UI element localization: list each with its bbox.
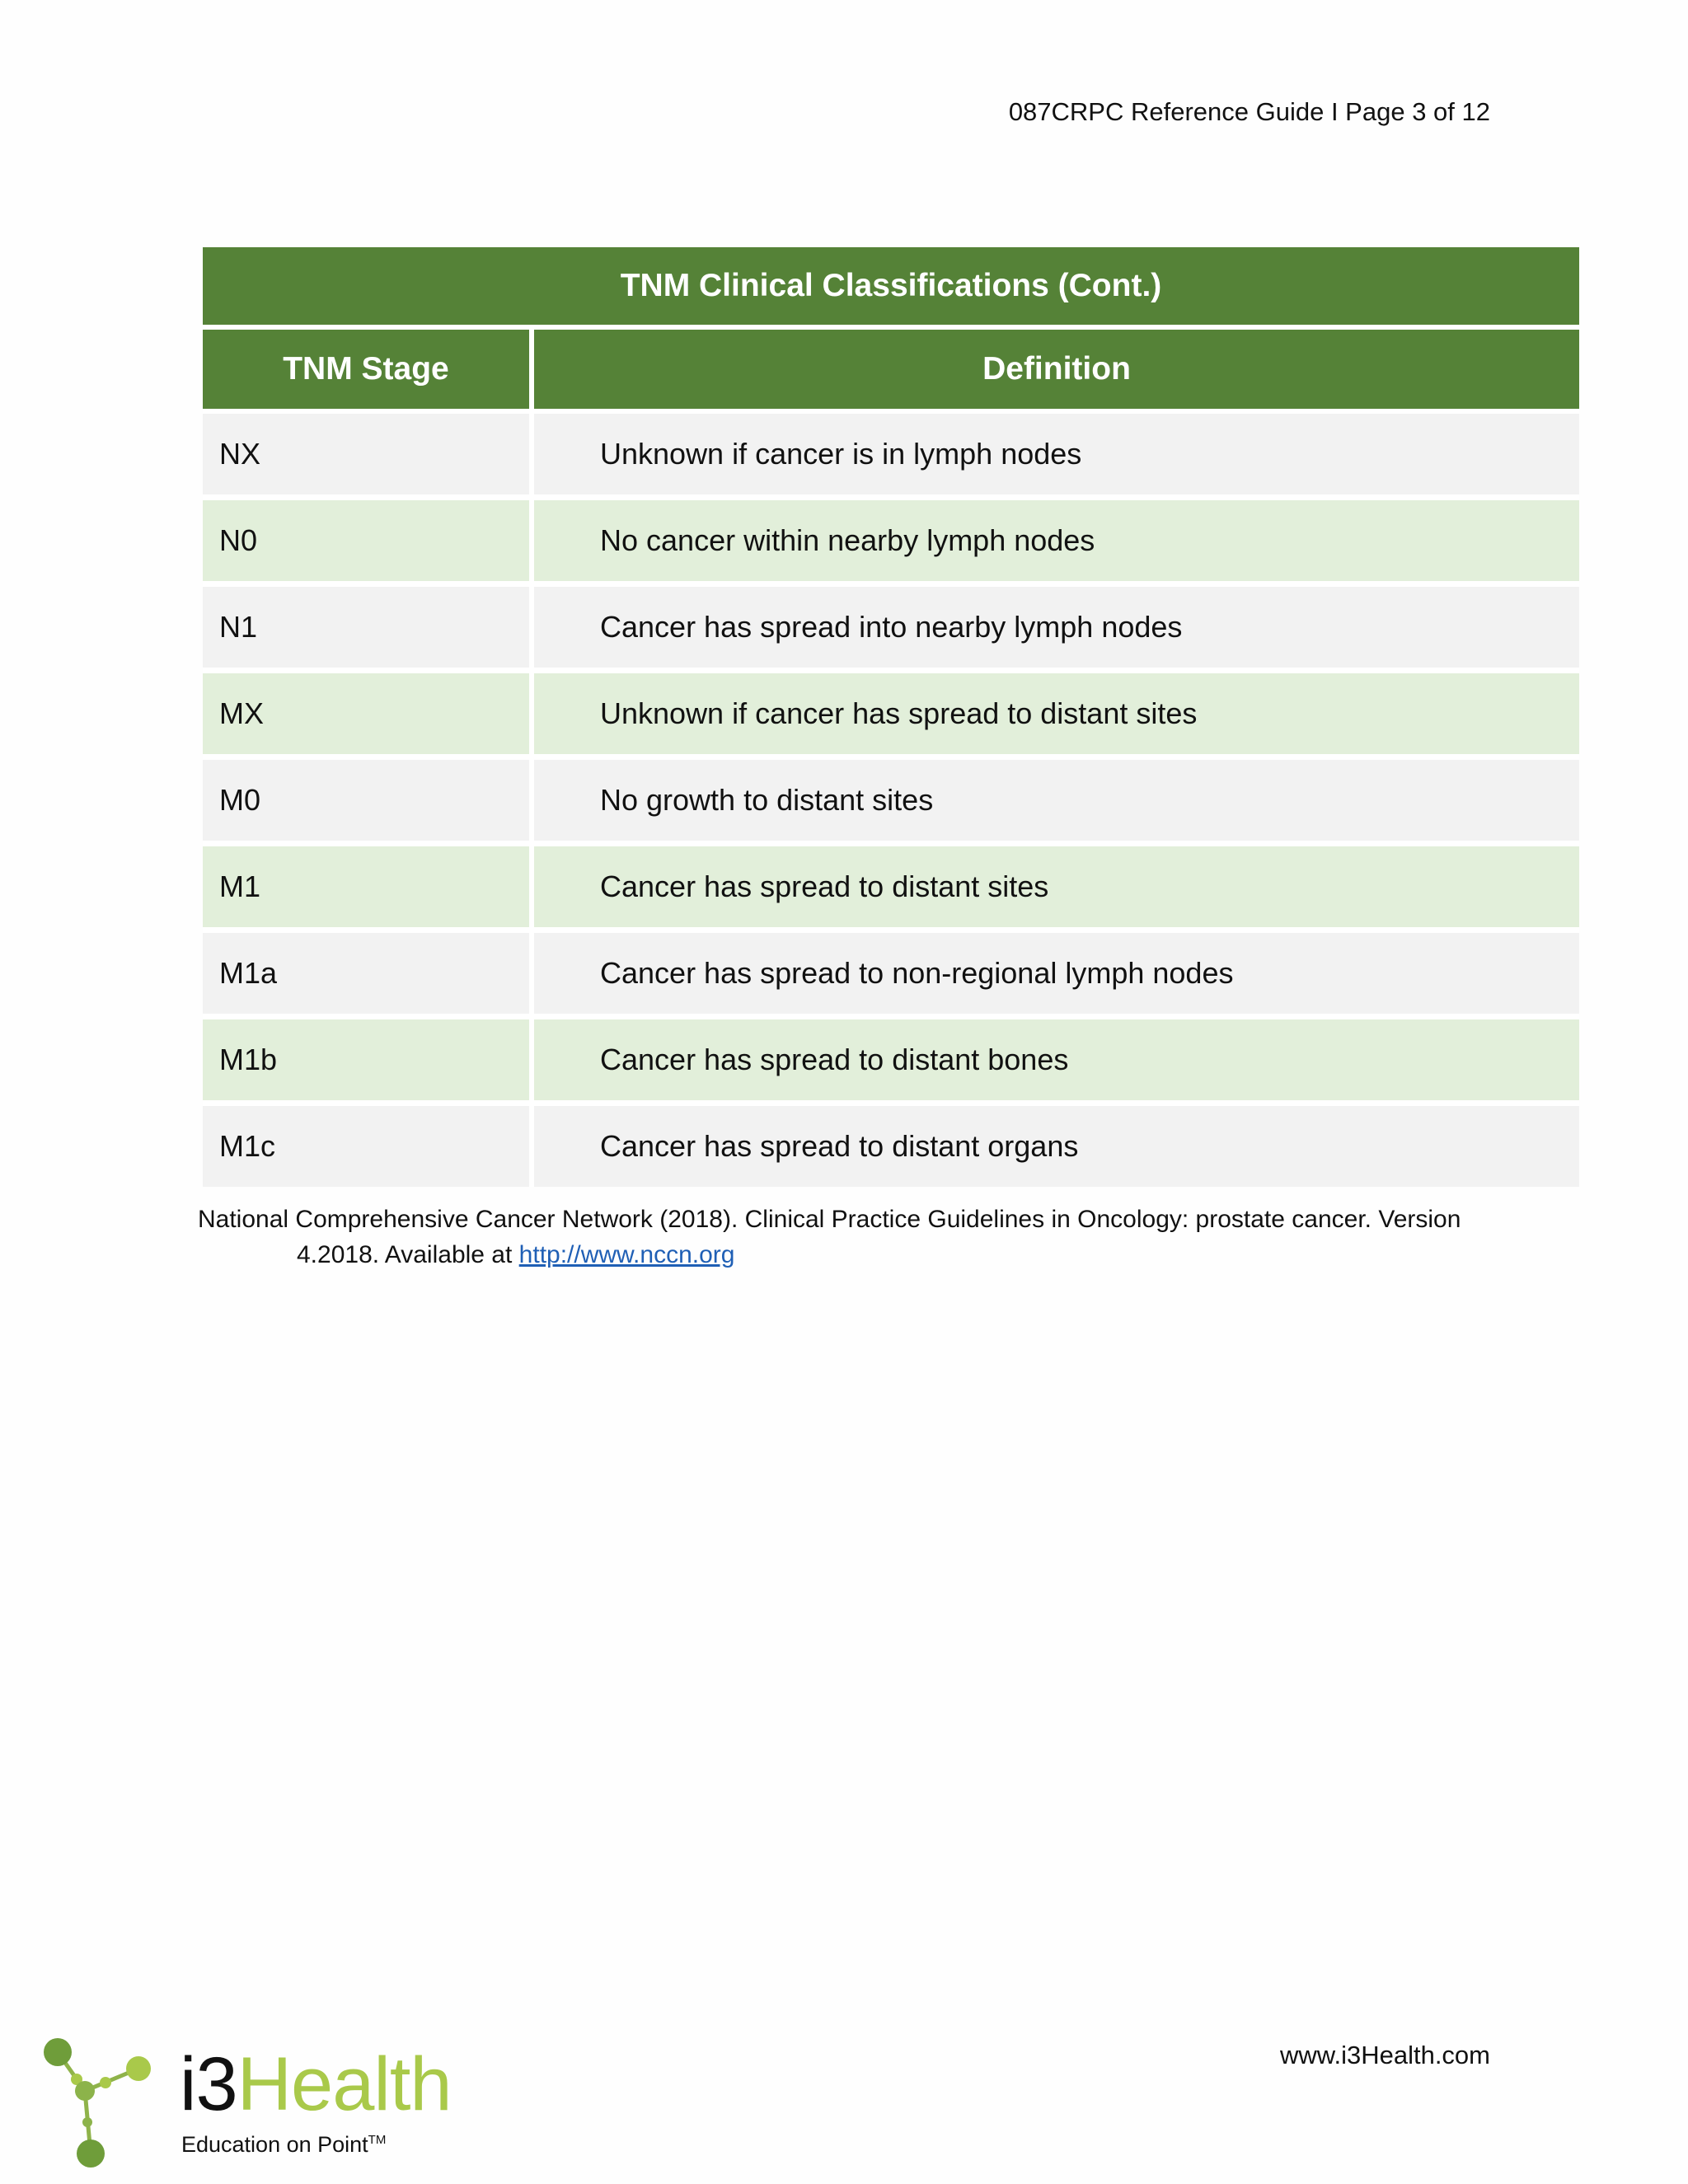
table-title: TNM Clinical Classifications (Cont.) <box>203 247 1579 330</box>
stage-cell: MX <box>203 673 534 760</box>
definition-cell: No growth to distant sites <box>534 760 1579 846</box>
definition-cell: Cancer has spread to distant sites <box>534 846 1579 933</box>
trademark-mark: TM <box>368 2133 387 2147</box>
tnm-classification-table <box>203 247 1579 1187</box>
molecule-icon <box>40 2032 180 2172</box>
table-row <box>203 1019 1579 1106</box>
i3health-logo <box>40 2032 452 2172</box>
logo-wordmark <box>180 2042 452 2126</box>
stage-cell: M1b <box>203 1019 534 1106</box>
definition-cell: Unknown if cancer is in lymph nodes <box>534 414 1579 500</box>
definition-cell: Cancer has spread into nearby lymph nodes <box>534 587 1579 673</box>
definition-cell: Unknown if cancer has spread to distant sites <box>534 673 1579 760</box>
stage-cell: NX <box>203 414 534 500</box>
stage-cell: M1 <box>203 846 534 933</box>
stage-cell: M1a <box>203 933 534 1019</box>
table-row <box>203 414 1579 500</box>
table-row <box>203 760 1579 846</box>
citation-line-2 <box>198 1237 1517 1272</box>
definition-cell: Cancer has spread to distant organs <box>534 1106 1579 1187</box>
page-header: 087CRPC Reference Guide I Page 3 of 12 <box>1008 97 1490 126</box>
table-row <box>203 846 1579 933</box>
table-row <box>203 1106 1579 1187</box>
stage-cell: N0 <box>203 500 534 587</box>
stage-cell: M1c <box>203 1106 534 1187</box>
citation-available-text: 4.2018. Available at <box>297 1241 519 1268</box>
citation <box>198 1202 1517 1272</box>
definition-cell: Cancer has spread to distant bones <box>534 1019 1579 1106</box>
definition-cell: No cancer within nearby lymph nodes <box>534 500 1579 587</box>
logo-wordmark-i3: i3 <box>180 2042 237 2126</box>
stage-cell: N1 <box>203 587 534 673</box>
table-row <box>203 673 1579 760</box>
footer-site-url: www.i3Health.com <box>1280 2041 1490 2069</box>
table-row <box>203 933 1579 1019</box>
table-row <box>203 500 1579 587</box>
column-header-definition: Definition <box>534 330 1579 414</box>
logo-tagline <box>181 2132 386 2158</box>
citation-line-1: National Comprehensive Cancer Network (2018). Clinical Practice Guidelines in Oncology: prostate cancer. Version <box>198 1206 1461 1233</box>
logo-tagline-text: Education on Point <box>181 2132 368 2157</box>
definition-cell: Cancer has spread to non-regional lymph nodes <box>534 933 1579 1019</box>
nccn-link[interactable]: http://www.nccn.org <box>518 1241 735 1268</box>
logo-wordmark-health: Health <box>237 2042 452 2126</box>
table-row <box>203 587 1579 673</box>
column-header-stage: TNM Stage <box>203 330 534 414</box>
stage-cell: M0 <box>203 760 534 846</box>
